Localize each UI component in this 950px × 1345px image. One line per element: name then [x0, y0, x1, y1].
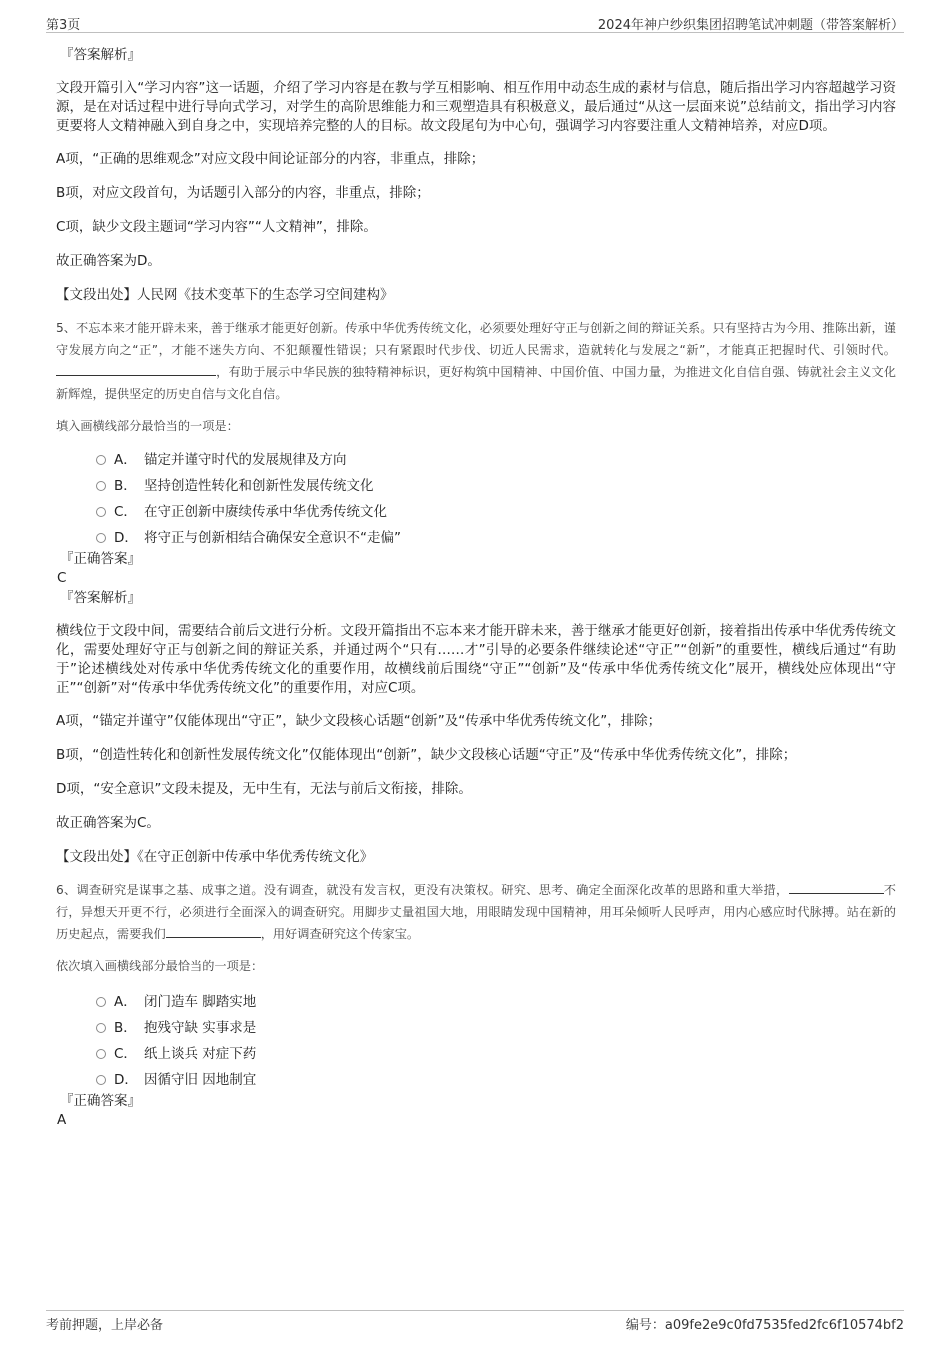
question-5-stem: [56, 317, 896, 405]
radio-icon[interactable]: [96, 533, 106, 543]
page-header: [46, 12, 904, 33]
option-b[interactable]: [56, 472, 896, 498]
explain-label: 『答案解析』: [60, 47, 141, 63]
explain-option-b: B项，对应文段首句，为话题引入部分的内容，非重点，排除；: [56, 185, 430, 201]
radio-icon[interactable]: [96, 1049, 106, 1059]
page-content: [56, 44, 896, 1129]
question-6-options: [56, 988, 896, 1092]
option-text: 在守正创新中赓续传承中华优秀传统文化: [144, 504, 387, 520]
document-title: 2024年神户纱织集团招聘笔试冲刺题（带答案解析）: [597, 18, 904, 33]
fill-blank: [56, 363, 216, 376]
explain-conclusion: 故正确答案为C。: [56, 815, 160, 831]
option-text: 纸上谈兵 对症下药: [144, 1046, 257, 1062]
page-footer: [46, 1310, 904, 1335]
explain-option-d: D项，“安全意识”文段未提及，无中生有，无法与前后文衔接，排除。: [56, 781, 472, 797]
question-5-stem-part1: 5、不忘本来才能开辟未来，善于继承才能更好创新。传承中华优秀传统文化，必须要处理好守正与创新之间的辩证关系。只有坚持古为今用、推陈出新，谨守发展方向之“正”，才能不迷失方向、不犯颠覆性错误；只有紧跟时代步伐、切近人民需求，造就转化与发展之“新”，才能真正把握时代、引领时代。: [56, 321, 896, 357]
answer-label: 『正确答案』: [60, 1093, 141, 1109]
option-c[interactable]: [56, 498, 896, 524]
explain-option-b: B项，“创造性转化和创新性发展传统文化”仅能体现出“创新”，缺少文段核心话题“守正”及“传承中华优秀传统文化”，排除；: [56, 747, 797, 763]
option-text: 因循守旧 因地制宜: [144, 1072, 257, 1088]
radio-icon[interactable]: [96, 507, 106, 517]
question-6-prompt: 依次填入画横线部分最恰当的一项是：: [56, 959, 264, 973]
option-key: B．: [114, 478, 137, 494]
question-5-options: [56, 446, 896, 550]
question-6-stem-part1: 6、调查研究是谋事之基、成事之道。没有调查，就没有发言权，更没有决策权。研究、思考、确定全面深化改革的思路和重大举措，: [56, 883, 789, 897]
explain-text: 横线位于文段中间，需要结合前后文进行分析。文段开篇指出不忘本来才能开辟未来，善于继承才能更好创新，接着指出传承中华优秀传统文化，需要处理好守正与创新之间的辩证关系，并通过两个“只有……才”引导的必要条件继续论述“守正”“创新”的重要性，横线后通过“有助于”论述横线处对传承中华优秀传统文化的重要作用，故横线前后围绕“守正”“创新”及“传承中华优秀传统文化”展开，横线处应体现出“守正”“创新”对“传承中华优秀传统文化”的重要作用，对应C项。: [56, 623, 896, 696]
option-text: 将守正与创新相结合确保安全意识不“走偏”: [144, 530, 401, 546]
radio-icon[interactable]: [96, 481, 106, 491]
option-a[interactable]: [56, 988, 896, 1014]
source-note: 【文段出处】《在守正创新中传承中华优秀传统文化》: [56, 849, 374, 865]
option-key: A．: [114, 452, 137, 468]
radio-icon[interactable]: [96, 997, 106, 1007]
option-key: C．: [114, 1046, 137, 1062]
question-5-prompt: 填入画横线部分最恰当的一项是：: [56, 419, 239, 433]
option-text: 抱残守缺 实事求是: [144, 1020, 257, 1036]
explain-text: 文段开篇引入“学习内容”这一话题，介绍了学习内容是在教与学互相影响、相互作用中动态生成的素材与信息，随后指出学习内容超越学习资源，是在对话过程中进行导向式学习，对学生的高阶思维能力和三观塑造具有积极意义，最后通过“从这一层面来说”总结前文，指出学习内容更要将人文精神融入到自身之中，实现培养完整的人的目标。故文段尾句为中心句，强调学习内容要注重人文精神培养，对应D项。: [56, 80, 896, 134]
page-number: 第3页: [46, 18, 81, 33]
option-key: D．: [114, 530, 138, 546]
explain-option-c: C项，缺少文段主题词“学习内容”“人文精神”，排除。: [56, 219, 377, 235]
option-text: 坚持创造性转化和创新性发展传统文化: [144, 478, 374, 494]
answer-value: C: [57, 570, 67, 586]
option-d[interactable]: [56, 1066, 896, 1092]
question-6-stem: [56, 879, 896, 945]
option-key: C．: [114, 504, 137, 520]
option-a[interactable]: [56, 446, 896, 472]
explain-option-a: A项，“锚定并谨守”仅能体现出“守正”，缺少文段核心话题“创新”及“传承中华优秀传统文化”，排除；: [56, 713, 662, 729]
code-value: a09fe2e9c0fd7535fed2fc6f10574bf2: [664, 1318, 904, 1333]
option-key: B．: [114, 1020, 137, 1036]
explain-label: 『答案解析』: [60, 590, 141, 606]
option-key: D．: [114, 1072, 138, 1088]
explain-option-a: A项，“正确的思维观念”对应文段中间论证部分的内容，非重点，排除；: [56, 151, 485, 167]
fill-blank: [166, 925, 261, 938]
option-b[interactable]: [56, 1014, 896, 1040]
source-note: 【文段出处】人民网《技术变革下的生态学习空间建构》: [56, 287, 394, 303]
radio-icon[interactable]: [96, 455, 106, 465]
answer-value: A: [57, 1112, 67, 1128]
option-text: 闭门造车 脚踏实地: [144, 994, 257, 1010]
question-5-stem-part2: ，有助于展示中华民族的独特精神标识，更好构筑中国精神、中国价值、中国力量，为推进文化自信自强、铸就社会主义文化新辉煌，提供坚定的历史自信与文化自信。: [56, 365, 896, 401]
code-label: 编号：: [625, 1318, 665, 1333]
option-key: A．: [114, 994, 137, 1010]
option-d[interactable]: [56, 524, 896, 550]
document-code: [626, 1314, 904, 1333]
option-text: 锚定并谨守时代的发展规律及方向: [144, 452, 347, 468]
question-6-stem-part2: 不行，异想天开更不行，必须进行全面深入的调查研究。用脚步丈量祖国大地，用眼睛发现中国精神，用耳朵倾听人民呼声，用内心感应时代脉搏。站在新的历史起点，需要我们: [56, 883, 896, 941]
footer-slogan: 考前押题，上岸必备: [46, 1318, 164, 1333]
radio-icon[interactable]: [96, 1023, 106, 1033]
option-c[interactable]: [56, 1040, 896, 1066]
explain-conclusion: 故正确答案为D。: [56, 253, 161, 269]
answer-label: 『正确答案』: [60, 551, 141, 567]
question-6-stem-part3: ，用好调查研究这个传家宝。: [260, 927, 420, 941]
radio-icon[interactable]: [96, 1075, 106, 1085]
fill-blank: [789, 881, 884, 894]
